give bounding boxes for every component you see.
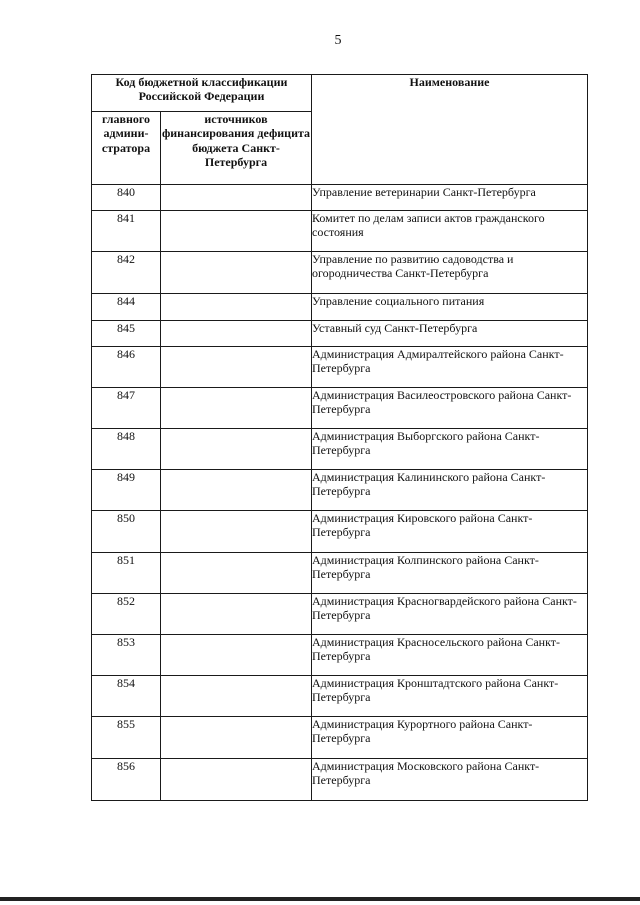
- table-row: [92, 594, 588, 635]
- name-cell: Администрация Московского района Санкт-Петербурга: [312, 759, 588, 801]
- table-body: [92, 185, 588, 801]
- source-code-cell: [161, 429, 312, 470]
- budget-classification-table: [91, 74, 588, 801]
- source-code-cell: [161, 294, 312, 321]
- table-row: [92, 470, 588, 511]
- admin-code-cell: 840: [92, 185, 161, 211]
- admin-code-cell: 847: [92, 388, 161, 429]
- name-cell: Администрация Кировского района Санкт-Петербурга: [312, 511, 588, 553]
- header-name: Наименование: [312, 75, 588, 185]
- scan-edge-rule: [0, 897, 640, 901]
- page-number: 5: [334, 33, 342, 48]
- table-row: [92, 553, 588, 594]
- name-cell: Комитет по делам записи актов гражданского состояния: [312, 211, 588, 252]
- header-admin-code: главного админи-стратора: [92, 112, 161, 185]
- table-row: [92, 185, 588, 211]
- admin-code-cell: 845: [92, 321, 161, 347]
- admin-code-cell: 841: [92, 211, 161, 252]
- admin-code-cell: 850: [92, 511, 161, 553]
- source-code-cell: [161, 676, 312, 717]
- admin-code-cell: 854: [92, 676, 161, 717]
- source-code-cell: [161, 759, 312, 801]
- name-cell: Управление ветеринарии Санкт-Петербурга: [312, 185, 588, 211]
- source-code-cell: [161, 635, 312, 676]
- header-classification-group: Код бюджетной классификации Российской Федерации: [92, 75, 312, 112]
- name-cell: Администрация Красногвардейского района Санкт-Петербурга: [312, 594, 588, 635]
- source-code-cell: [161, 347, 312, 388]
- name-cell: Администрация Кронштадтского района Санкт-Петербурга: [312, 676, 588, 717]
- table-row: [92, 717, 588, 759]
- admin-code-cell: 844: [92, 294, 161, 321]
- source-code-cell: [161, 717, 312, 759]
- admin-code-cell: 846: [92, 347, 161, 388]
- table-row: [92, 635, 588, 676]
- table-row: [92, 676, 588, 717]
- table-row: [92, 347, 588, 388]
- source-code-cell: [161, 470, 312, 511]
- source-code-cell: [161, 511, 312, 553]
- admin-code-cell: 851: [92, 553, 161, 594]
- name-cell: Администрация Выборгского района Санкт-Петербурга: [312, 429, 588, 470]
- admin-code-cell: 842: [92, 252, 161, 294]
- admin-code-cell: 848: [92, 429, 161, 470]
- admin-code-cell: 856: [92, 759, 161, 801]
- source-code-cell: [161, 211, 312, 252]
- admin-code-cell: 849: [92, 470, 161, 511]
- name-cell: Администрация Калининского района Санкт-Петербурга: [312, 470, 588, 511]
- name-cell: Администрация Красносельского района Санкт-Петербурга: [312, 635, 588, 676]
- table-row: [92, 429, 588, 470]
- admin-code-cell: 853: [92, 635, 161, 676]
- admin-code-cell: 852: [92, 594, 161, 635]
- source-code-cell: [161, 594, 312, 635]
- table-row: [92, 388, 588, 429]
- source-code-cell: [161, 185, 312, 211]
- source-code-cell: [161, 321, 312, 347]
- name-cell: Администрация Колпинского района Санкт-Петербурга: [312, 553, 588, 594]
- admin-code-cell: 855: [92, 717, 161, 759]
- table-row: [92, 511, 588, 553]
- name-cell: Администрация Курортного района Санкт-Петербурга: [312, 717, 588, 759]
- source-code-cell: [161, 252, 312, 294]
- name-cell: Уставный суд Санкт-Петербурга: [312, 321, 588, 347]
- name-cell: Администрация Василеостровского района Санкт-Петербурга: [312, 388, 588, 429]
- name-cell: Администрация Адмиралтейского района Санкт-Петербурга: [312, 347, 588, 388]
- table-row: [92, 294, 588, 321]
- table-row: [92, 759, 588, 801]
- header-sources-code: источников финансирования дефицита бюджета Санкт-Петербурга: [161, 112, 312, 185]
- table-row: [92, 321, 588, 347]
- table-row: [92, 252, 588, 294]
- name-cell: Управление социального питания: [312, 294, 588, 321]
- source-code-cell: [161, 388, 312, 429]
- table-row: [92, 211, 588, 252]
- source-code-cell: [161, 553, 312, 594]
- name-cell: Управление по развитию садоводства и огородничества Санкт-Петербурга: [312, 252, 588, 294]
